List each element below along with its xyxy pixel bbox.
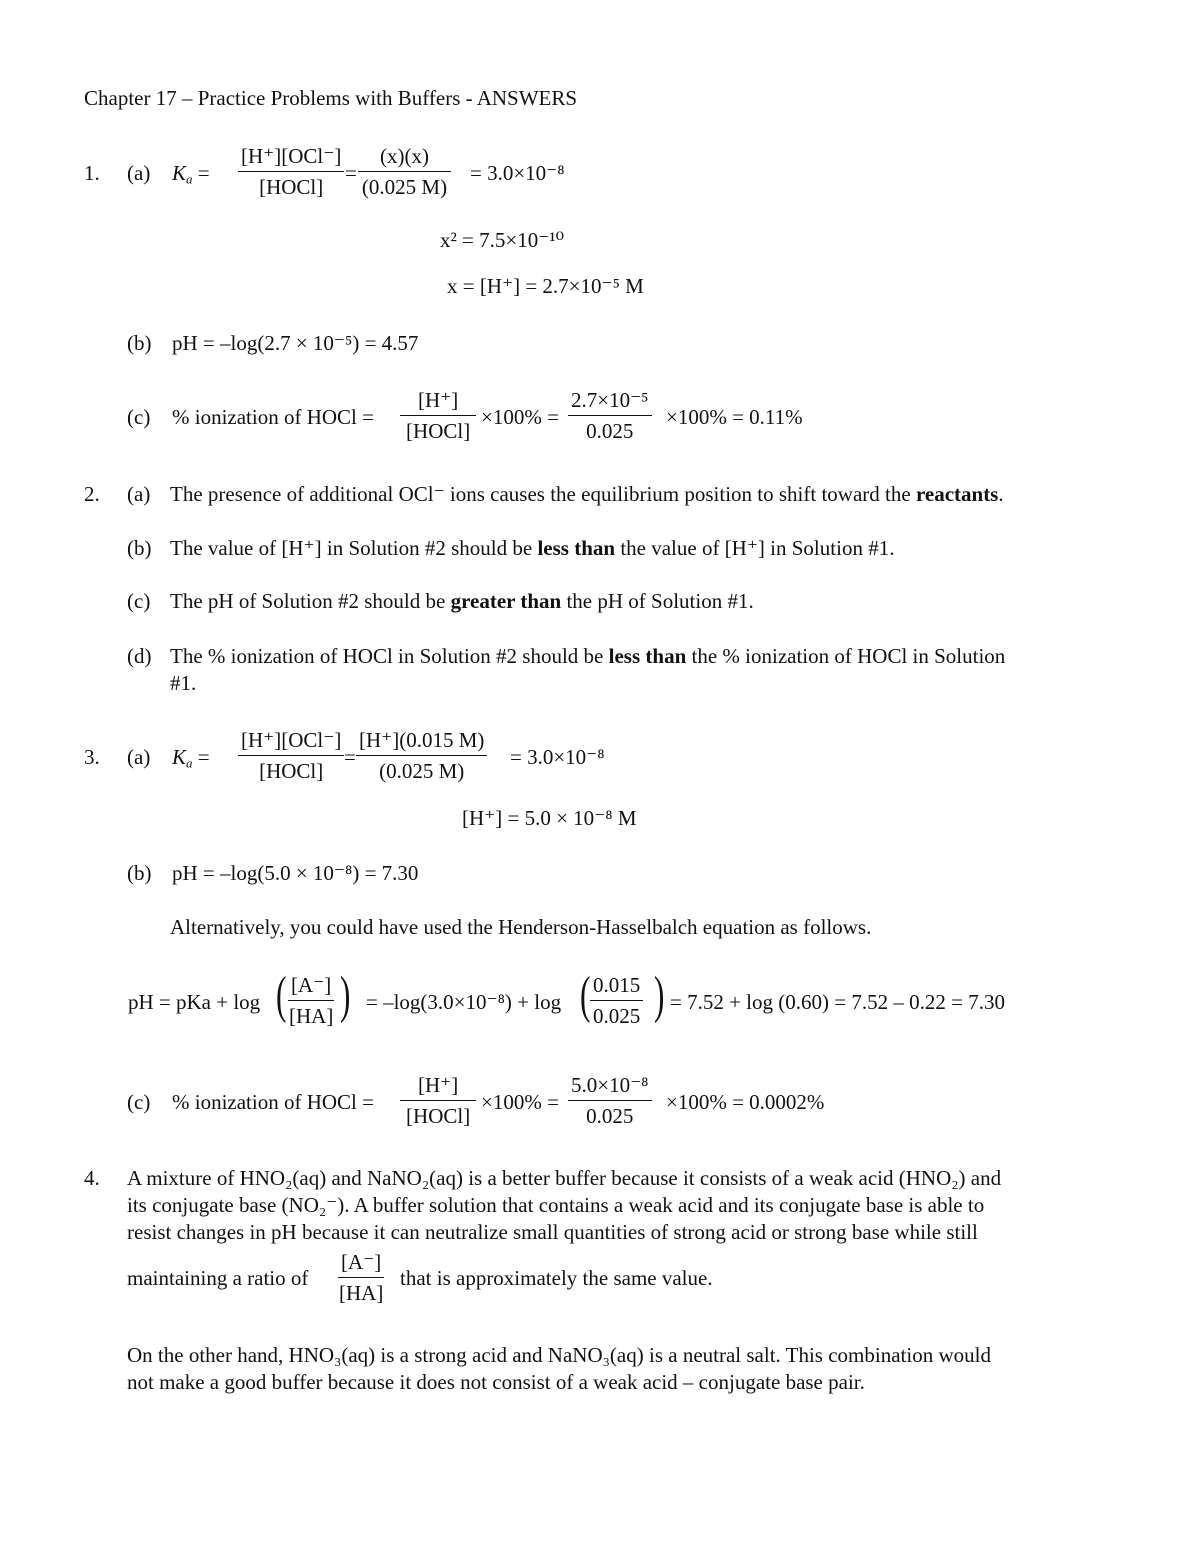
hh-num: 0.015 [590, 975, 643, 1001]
problem-2-number: 2. [84, 482, 100, 506]
p3-ionization-den1: [HOCl] [406, 1104, 471, 1128]
problem-3-number: 3. [84, 745, 100, 769]
hh-den: 0.025 [593, 1004, 641, 1028]
equals-sign: = [345, 161, 357, 185]
hh-fraction-1 [286, 975, 336, 1027]
p1-ionization-label: % ionization of HOCl = [172, 405, 374, 429]
problem-1b-label: (b) [127, 331, 152, 355]
p1-fraction-ka [238, 146, 344, 198]
problem-1c-label: (c) [127, 405, 151, 429]
p1-ionization-result: ×100% = 0.11% [666, 405, 803, 429]
p3-ionization-fraction-1 [400, 1075, 476, 1127]
hh-start: pH = pKa + log [128, 990, 261, 1014]
hh-a-numerator: [A⁻] [288, 975, 334, 1001]
p2a-text: The presence of additional OCl⁻ ions causes the equilibrium position to shift toward the reactants. [170, 482, 1004, 506]
problem-2c-label: (c) [127, 589, 151, 613]
p4-line-3: resist changes in pH because it can neutralize small quantities of strong acid or strong base while still [127, 1220, 978, 1244]
p3-ionization-num2: 5.0×10⁻⁸ [568, 1075, 652, 1101]
p3-fraction-ka [238, 730, 344, 782]
p3-h-value: [H⁺] = 5.0 × 10⁻⁸ M [462, 806, 637, 830]
p3-ka-denominator: [HOCl] [259, 759, 324, 783]
p1-ionization-num2: 2.7×10⁻⁵ [568, 390, 652, 416]
p1-ionization-mid: ×100% = [481, 405, 559, 429]
p1-x-squared: x² = 7.5×10⁻¹⁰ [440, 228, 565, 252]
p3-ionization-result: ×100% = 0.0002% [666, 1090, 825, 1114]
hh-end: = 7.52 + log (0.60) = 7.52 – 0.22 = 7.30 [670, 990, 1005, 1014]
p2c-text: The pH of Solution #2 should be greater than the pH of Solution #1. [170, 589, 754, 613]
p1-ionization-num1: [H⁺] [400, 390, 476, 416]
hh-left-paren-2: ( [580, 967, 591, 1024]
hh-right-paren-1: ) [340, 967, 351, 1024]
equals-sign-3: = [344, 745, 356, 769]
p1-x-value: x = [H⁺] = 2.7×10⁻⁵ M [447, 274, 644, 298]
p4-ratio-den: [HA] [339, 1281, 384, 1305]
p1-ionization-fraction-1 [400, 390, 476, 442]
p3-ionization-den2: 0.025 [586, 1104, 634, 1128]
p4-ratio-num: [A⁻] [338, 1252, 384, 1278]
ka-symbol-3: $K_a$ = [172, 745, 210, 771]
page-title: Chapter 17 – Practice Problems with Buffers - ANSWERS [84, 86, 578, 110]
p4-line-6: not make a good buffer because it does not consist of a weak acid – conjugate base pair. [127, 1370, 865, 1394]
p3-ionization-label: % ionization of HOCl = [172, 1090, 374, 1114]
problem-2a-label: (a) [127, 482, 151, 506]
p4-line-2: its conjugate base (NO₂⁻). A buffer solution that contains a weak acid and its conjugate base is able to [127, 1193, 985, 1217]
p1-xx-numerator: (x)(x) [358, 146, 451, 172]
p3-alternative-text: Alternatively, you could have used the Henderson-Hasselbalch equation as follows. [170, 915, 872, 939]
p1-ph-result: pH = –log(2.7 × 10⁻⁵) = 4.57 [172, 331, 419, 355]
p1-ka-numerator: [H⁺][OCl⁻] [238, 146, 344, 172]
problem-4-number: 4. [84, 1166, 100, 1190]
hh-mid: = –log(3.0×10⁻⁸) + log [366, 990, 562, 1014]
p3-ph-result: pH = –log(5.0 × 10⁻⁸) = 7.30 [172, 861, 419, 885]
problem-2b-label: (b) [127, 536, 152, 560]
p2d-text-line2: #1. [170, 671, 197, 695]
p3-fraction-h [356, 730, 487, 782]
p3-h-denominator: (0.025 M) [379, 759, 465, 783]
p2d-text: The % ionization of HOCl in Solution #2 should be less than the % ionization of HOCl in Solution [170, 644, 1006, 668]
problem-2d-label: (d) [127, 644, 152, 668]
p1-ka-denominator: [HOCl] [259, 175, 324, 199]
p1-fraction-xx [358, 146, 451, 198]
ka-symbol: $K_a$ = [172, 161, 210, 187]
p3-ionization-fraction-2 [568, 1075, 652, 1127]
p1-ionization-den1: [HOCl] [406, 419, 471, 443]
p1-ionization-fraction-2 [568, 390, 652, 442]
p3-h-numerator: [H⁺](0.015 M) [356, 730, 487, 756]
p1-ka-value: = 3.0×10⁻⁸ [470, 161, 565, 185]
p4-line-1: A mixture of HNO₂(aq) and NaNO₂(aq) is a better buffer because it consists of a weak acid (HNO₂) and [127, 1166, 1002, 1190]
p4-line-4-pre: maintaining a ratio of [127, 1266, 309, 1290]
p4-ratio-fraction [336, 1252, 386, 1304]
hh-fraction-2 [590, 975, 643, 1027]
hh-left-paren-1: ( [276, 967, 287, 1024]
p1-xx-denominator: (0.025 M) [361, 175, 448, 199]
p4-line-5: On the other hand, HNO₃(aq) is a strong acid and NaNO₃(aq) is a neutral salt. This combination would [127, 1343, 991, 1367]
p3-ionization-num1: [H⁺] [400, 1075, 476, 1101]
p3-ka-value: = 3.0×10⁻⁸ [510, 745, 605, 769]
p3-ka-numerator: [H⁺][OCl⁻] [238, 730, 344, 756]
problem-1a-label: (a) [127, 161, 151, 185]
p3-ionization-mid: ×100% = [481, 1090, 559, 1114]
p2b-text: The value of [H⁺] in Solution #2 should be less than the value of [H⁺] in Solution #1. [170, 536, 895, 560]
problem-3a-label: (a) [127, 745, 151, 769]
hh-right-paren-2: ) [654, 967, 665, 1024]
problem-1-number: 1. [84, 161, 100, 185]
p4-line-4-post: that is approximately the same value. [400, 1266, 713, 1290]
hh-ha-denominator: [HA] [289, 1004, 334, 1028]
problem-3c-label: (c) [127, 1090, 151, 1114]
p1-ionization-den2: 0.025 [586, 419, 634, 443]
problem-3b-label: (b) [127, 861, 152, 885]
